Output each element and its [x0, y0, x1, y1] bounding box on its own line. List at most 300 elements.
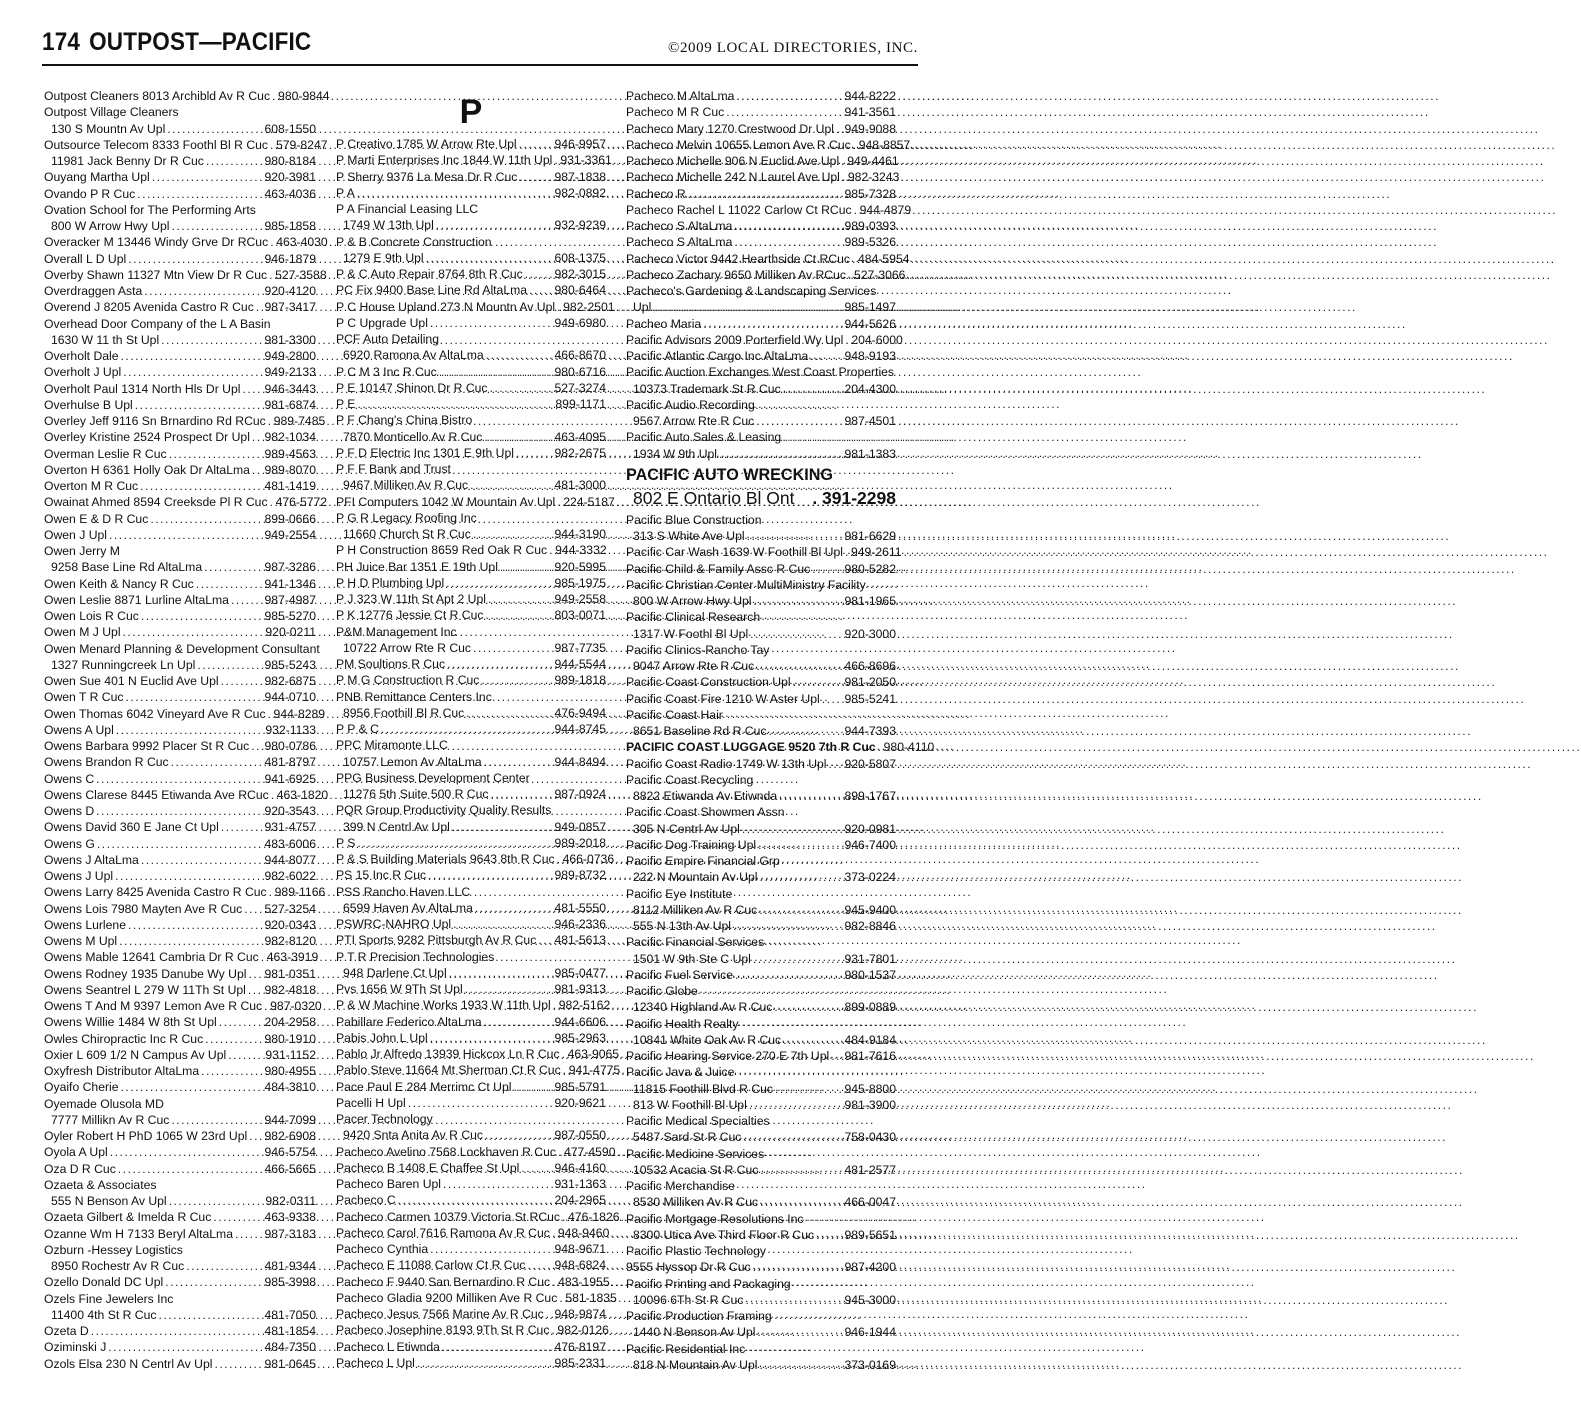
leader-dots: [475, 900, 553, 916]
listing-name: PFI Computers 1042 W Mountain Av Upl: [336, 494, 556, 509]
leader-dots: [271, 787, 275, 803]
listing-phone: 987-1838: [554, 169, 606, 184]
leader-dots: [201, 1063, 262, 1079]
listing-entry: [626, 902, 896, 918]
listing-name: Oza D R Cuc: [44, 1161, 116, 1176]
listing-entry: [626, 1324, 896, 1340]
leader-dots: [754, 593, 843, 609]
listing-name: Pacheco Melvin 10655 Lemon Ave R Cuc: [626, 137, 851, 152]
leader-dots: [152, 169, 263, 185]
listing-phone: 944-7393: [844, 724, 896, 738]
leader-dots: [557, 851, 561, 867]
listing-name: Pacheco Jesus 7566 Marine Av R Cuc: [336, 1307, 544, 1321]
leader-dots: [169, 446, 263, 462]
listing-heading: [626, 1146, 896, 1162]
leader-dots: [221, 819, 263, 835]
listing-heading: [336, 624, 606, 640]
listing-entry: [626, 1129, 896, 1145]
listing-entry: [336, 1322, 609, 1338]
listing-heading: [626, 804, 896, 820]
listing-name: Oxier L 609 1/2 N Campus Av Upl: [44, 1047, 227, 1062]
leader-dots: [169, 1193, 264, 1209]
listing-entry: [44, 153, 316, 169]
listing-name: P P & C: [336, 722, 379, 736]
listing-entry: [626, 788, 896, 804]
listing-phone: 941-4775: [568, 1063, 621, 1078]
leader-dots: [816, 1227, 842, 1243]
listing-entry: [626, 967, 896, 983]
listing-entry: [626, 88, 896, 104]
listing-entry: [44, 754, 316, 770]
leader-dots: [97, 836, 263, 852]
listing-heading: [626, 1211, 896, 1227]
listing-name: Pacific Coast Radio 1749 W 13th Upl: [626, 756, 827, 771]
leader-dots: [96, 771, 262, 787]
listing-name: Owen Menard Planning & Development Consultant: [44, 641, 320, 656]
listing-entry: [626, 316, 896, 332]
listing-name: 11660 Church St R Cuc: [343, 527, 471, 541]
listing-phone: 985-2331: [554, 1355, 606, 1370]
listing-entry: [44, 283, 316, 299]
column-3-entries-bottom: [626, 512, 935, 1373]
listing-entry: [336, 640, 606, 656]
leader-dots: [546, 1306, 553, 1322]
leader-dots: [214, 1356, 262, 1372]
listing-entry: [626, 381, 896, 397]
listing-heading: [626, 429, 896, 445]
listing-entry: [336, 1192, 606, 1208]
listing-phone: 945-9400: [844, 902, 896, 917]
listing-entry: [336, 754, 606, 770]
listing-name: Outpost Cleaners 8013 Archibld Av R Cuc: [44, 89, 271, 103]
listing-entry: [336, 932, 606, 948]
bold-listing-name: PACIFIC AUTO WRECKING: [626, 464, 833, 484]
leader-dots: [703, 316, 842, 332]
listing-entry: [44, 559, 316, 575]
listing-phone: 989-5326: [844, 235, 896, 250]
leader-dots: [167, 121, 262, 137]
listing-entry: [626, 951, 896, 967]
leader-dots: [753, 951, 843, 967]
listing-phone: 981-7616: [844, 1049, 896, 1063]
leader-dots: [116, 722, 264, 738]
leader-dots: [398, 1192, 553, 1208]
leader-dots: [141, 608, 263, 624]
listing-entry: [626, 593, 896, 609]
listing-name: P & W Machine Works 1933 W 11th Upl: [336, 998, 551, 1013]
listing-entry: [626, 413, 896, 429]
listing-phone: 982-0892: [554, 185, 606, 200]
listing-entry: [336, 315, 606, 331]
listing-name: P & C Auto Repair 8764 8th R Cuc: [336, 267, 523, 281]
listing-name: 10841 White Oak Av R Cuc: [633, 1032, 782, 1047]
leader-dots: [757, 1324, 842, 1340]
listing-name: Owens T And M 9397 Lemon Ave R Cuc: [44, 999, 263, 1013]
listing-entry: [44, 624, 316, 640]
listing-name: Owens J Upl: [44, 869, 114, 883]
listing-name: Pacheco Victor 9442 Hearthside Ct RCuc: [626, 251, 851, 266]
listing-phone: 980-1910: [264, 1031, 316, 1046]
leader-dots: [270, 494, 274, 510]
listing-phone: 989-8070: [264, 462, 316, 477]
leader-dots: [726, 104, 842, 120]
bold-listing: [626, 464, 896, 510]
listing-entry: [44, 1014, 316, 1030]
listing-name: Ozburn -Hessey Logistics: [44, 1242, 183, 1257]
listing-heading: [626, 1243, 896, 1259]
listing-entry: [336, 380, 606, 396]
listing-phone: 982-8120: [264, 934, 316, 948]
leader-dots: [519, 169, 552, 185]
listing-phone: 481-1419: [264, 479, 316, 493]
listing-entry: [626, 821, 896, 837]
leader-dots: [109, 527, 262, 543]
listing-name: 313 S White Ave Upl: [633, 529, 745, 543]
listing-phone: 481-5550: [554, 900, 606, 915]
listing-phone: 948-8857: [858, 137, 911, 152]
listing-name: 8530 Milliken Av R Cuc: [633, 1195, 759, 1210]
leader-dots: [750, 626, 842, 642]
listing-name: P Sherry 9376 La Mesa Dr R Cuc: [336, 169, 518, 184]
leader-dots: [734, 234, 842, 250]
listing-name: P A: [336, 185, 355, 200]
listing-name: 9420 Snta Anita Av R Cuc: [343, 1128, 484, 1143]
listing-phone: 932-9239: [554, 218, 606, 233]
listing-entry: [44, 186, 316, 202]
listing-name: 555 N Benson Av Upl: [51, 1194, 167, 1208]
listing-name: Overholt Paul 1314 North Hls Dr Upl: [44, 381, 241, 396]
listing-name: Ovation School for The Performing Arts: [44, 202, 256, 217]
listing-entry: [44, 608, 316, 624]
listing-entry: [626, 626, 896, 642]
listing-name: Pacific Dog Training Upl: [626, 837, 757, 852]
listing-entry: [44, 1144, 316, 1160]
listing-entry: [44, 673, 316, 689]
listing-name: Ovando P R Cuc: [44, 186, 136, 201]
listing-phone: 466-0736: [562, 852, 615, 866]
listing-phone: 948-6824: [554, 1258, 606, 1273]
listing-phone: 946-1879: [264, 251, 316, 266]
listing-entry: [44, 251, 316, 267]
leader-dots: [841, 153, 845, 169]
listing-phone: 941-6925: [264, 771, 316, 786]
listing-name: Pacific Merchandise: [626, 1179, 736, 1193]
listing-entry: [626, 137, 911, 153]
listing-name: Pacheco M R Cuc: [626, 105, 725, 120]
leader-dots: [158, 1307, 262, 1323]
leader-dots: [749, 1097, 843, 1113]
leader-dots: [128, 917, 263, 933]
listing-entry: [626, 1097, 896, 1113]
listing-name: Pacheco S AltaLma: [626, 235, 733, 250]
listing-phone: 373-0224: [844, 870, 896, 885]
listing-entry: [336, 429, 606, 445]
leader-dots: [430, 1241, 552, 1257]
listing-name: Oyler Robert H PhD 1065 W 23rd Upl: [44, 1129, 248, 1143]
listing-name: P E: [336, 397, 356, 411]
listing-entry: [626, 1048, 896, 1064]
listing-name: Overby Shawn 11327 Mtn View Dr R Cuc: [44, 267, 268, 282]
leader-dots: [768, 723, 842, 739]
listing-entry: [336, 445, 606, 461]
listing-name: Outpost Village Cleaners: [44, 105, 179, 120]
listing-name: Pacific Auto Sales & Leasing: [626, 430, 782, 445]
listing-phone: 899-1171: [555, 397, 606, 411]
listing-phone: 949-2558: [554, 592, 606, 606]
listing-name: 305 N Centrl Av Upl: [633, 821, 740, 836]
listing-entry: [626, 1357, 896, 1373]
listing-entry: [44, 998, 322, 1014]
listing-entry: [336, 494, 615, 510]
listing-entry: [44, 413, 326, 429]
listing-entry: [336, 1355, 606, 1371]
listing-entry: [336, 250, 606, 266]
listing-name: Owens Clarese 8445 Etiwanda Ave RCuc: [44, 787, 269, 802]
leader-dots: [449, 965, 553, 981]
listing-column-3: [626, 88, 935, 1373]
listing-entry: [626, 756, 896, 772]
listing-entry: [626, 104, 896, 120]
leader-dots: [269, 884, 273, 900]
leader-dots: [197, 657, 262, 673]
leader-dots: [783, 381, 843, 397]
listing-entry: [44, 1274, 316, 1290]
listing-phone: 920-3543: [264, 804, 316, 818]
listing-name: 1327 Runningcreek Ln Upl: [51, 657, 196, 672]
leader-dots: [204, 559, 262, 575]
listing-name: Overton H 6361 Holly Oak Dr AltaLma: [44, 462, 250, 477]
leader-dots: [759, 1357, 842, 1373]
bold-listing-line: [626, 486, 896, 510]
listing-heading: [626, 397, 896, 413]
listing-entry: [44, 1112, 316, 1128]
leader-dots: [756, 413, 842, 429]
listing-phone: 980-8184: [264, 154, 316, 168]
leader-dots: [736, 88, 842, 104]
listing-phone: 481-5613: [554, 933, 606, 948]
listing-name: Pacific Hearing Service 270 E 7th Upl: [626, 1049, 830, 1063]
leader-dots: [261, 949, 265, 965]
listing-phone: 941-3561: [844, 105, 896, 120]
leader-dots: [264, 998, 268, 1014]
leader-dots: [551, 1322, 555, 1338]
listing-name: Pablo Steve 11664 Mt Sherman Ct R Cuc: [336, 1063, 561, 1078]
listing-heading: [44, 543, 316, 559]
listing-entry: [44, 494, 328, 510]
leader-dots: [753, 1259, 843, 1275]
listing-name: Ozels Fine Jewelers Inc: [44, 1291, 174, 1306]
listing-entry: [44, 137, 328, 153]
listing-name: 1630 W 11 th St Upl: [51, 332, 160, 347]
listing-name: P H D Plumbing Upl: [336, 575, 445, 590]
listing-phone: 527-3066: [853, 267, 906, 282]
leader-dots: [110, 1144, 263, 1160]
listing-name: Pacheco Josephine 8193 9Th St R Cuc: [336, 1323, 550, 1338]
listing-name: Overley Kristine 2524 Prospect Dr Upl: [44, 430, 250, 445]
listing-column-1: [44, 88, 330, 1372]
listing-name: Overhead Door Company of the L A Basin: [44, 316, 271, 331]
listing-phone: 981-9313: [554, 982, 606, 996]
listing-entry: [626, 218, 896, 234]
leader-dots: [244, 901, 262, 917]
leader-dots: [779, 788, 842, 804]
listing-entry: [626, 348, 896, 364]
listing-entry: [336, 477, 606, 493]
listing-entry: [336, 1030, 606, 1046]
listing-name: Pacific Residential Inc: [626, 1341, 746, 1356]
listing-name: Oyemade Olusola MD: [44, 1096, 164, 1111]
listing-name: Pacific Child & Family Assc R Cuc: [626, 561, 811, 576]
listing-phone: 476-8197: [554, 1339, 606, 1354]
listing-phone: 481-7050: [264, 1307, 316, 1322]
listing-name: Owens Willie 1484 W 8th St Upl: [44, 1015, 217, 1030]
leader-dots: [562, 1209, 566, 1225]
listing-entry: [626, 1292, 896, 1308]
listing-phone: 899-0889: [844, 1000, 896, 1015]
listing-name: Owens M Upl: [44, 934, 118, 948]
leader-dots: [121, 1079, 263, 1095]
leader-dots: [845, 544, 849, 560]
leader-dots: [513, 1079, 552, 1095]
listing-entry: [44, 364, 316, 380]
listing-heading: [336, 1111, 606, 1127]
listing-phone: 946-5754: [264, 1145, 316, 1160]
listing-heading: [626, 983, 896, 999]
listing-entry: [626, 332, 903, 348]
listing-entry: [44, 299, 316, 315]
listing-name: 818 N Mountain Av Upl: [633, 1357, 758, 1372]
listing-phone: 481-2577: [844, 1162, 896, 1177]
listing-heading: [44, 202, 316, 218]
listing-name: Pacific Auction Exchanges West Coast Properties: [626, 365, 895, 380]
listing-name: Ozaeta & Associates: [44, 1177, 157, 1192]
listing-phone: 982-0311: [265, 1194, 316, 1208]
listing-name: P G R Legacy Roofing Inc: [336, 510, 477, 525]
leader-dots: [484, 429, 552, 445]
listing-name: Pacific Printing and Packaging: [626, 1276, 791, 1291]
listing-name: 9567 Arrow Rte R Cuc: [633, 414, 755, 428]
listing-heading: [336, 461, 606, 477]
listing-entry: [336, 559, 606, 575]
listing-entry: [44, 169, 316, 185]
listing-entry: [626, 1259, 896, 1275]
leader-dots: [783, 1032, 842, 1048]
leader-dots: [140, 478, 262, 494]
listing-phone: 931-1363: [554, 1177, 606, 1191]
listing-name: Owen E & D R Cuc: [44, 511, 149, 526]
listing-entry: [44, 787, 329, 803]
leader-dots: [735, 967, 842, 983]
listing-entry: [336, 981, 606, 997]
listing-name: Pacheco C: [336, 1193, 396, 1208]
leader-dots: [248, 982, 263, 998]
leader-dots: [481, 672, 552, 688]
listing-name: Pacific Atlantic Cargo Inc AltaLma: [626, 349, 809, 363]
listing-entry: [336, 1046, 620, 1062]
listing-name: Upl: [633, 300, 652, 315]
leader-dots: [357, 396, 553, 412]
listing-name: Pacheco L Etiwnda: [336, 1339, 440, 1354]
listing-name: Pvs 1656 W 9Th St Upl: [336, 982, 463, 996]
listing-phone: 373-0169: [844, 1357, 896, 1372]
listing-name: Owen T R Cuc: [44, 690, 124, 705]
listing-heading: [336, 331, 606, 347]
listing-name: 130 S Mountn Av Upl: [51, 121, 166, 136]
listing-entry: [44, 429, 316, 445]
listing-name: 8300 Utica Ave Third Floor R Cuc: [633, 1227, 815, 1242]
listing-entry: [336, 591, 606, 607]
listing-heading: [626, 577, 896, 593]
listing-phone: 944-7099: [264, 1112, 316, 1127]
listing-name: P C House Upland 273 N Mountn Av Upl: [336, 299, 556, 314]
leader-dots: [118, 1161, 263, 1177]
listing-phone: 989-1166: [274, 885, 326, 900]
listing-name: Ozanne Wm H 7133 Beryl AltaLma: [44, 1226, 233, 1241]
listing-phone: 463-9065: [567, 1047, 620, 1061]
listing-phone: 946-2336: [554, 917, 606, 931]
listing-phone: 946-9957: [554, 137, 606, 151]
listing-name: P C M 3 Inc R Cuc: [336, 364, 437, 379]
listing-entry: [44, 982, 316, 998]
leader-dots: [272, 88, 276, 104]
listing-name: 11981 Jack Benny Dr R Cuc: [51, 154, 204, 168]
leader-dots: [822, 691, 843, 707]
listing-name: PQR Group Productivity Quality Results: [336, 803, 552, 818]
listing-entry: [336, 347, 606, 363]
listing-phone: 982-5162: [558, 998, 611, 1013]
listing-heading: [626, 642, 896, 658]
listing-entry: [626, 251, 910, 267]
listing-name: Pacheco Michelle 906 N Euclid Ave Upl: [626, 154, 840, 168]
listing-entry: [336, 851, 615, 867]
listing-entry: [44, 689, 316, 705]
listing-entry: [44, 1063, 316, 1079]
listing-entry: [626, 837, 896, 853]
listing-entry: [44, 706, 326, 722]
listing-phone: 463-1820: [276, 787, 329, 802]
listing-phone: 985-1497: [844, 300, 896, 315]
listing-name: Pacheco Zachary 9650 Milliken Av RCuc: [626, 267, 846, 282]
listing-name: Pacheo Maria: [626, 316, 702, 331]
leader-dots: [96, 803, 262, 819]
listing-entry: [336, 364, 606, 380]
leader-dots: [747, 528, 843, 544]
listing-entry: [44, 1031, 316, 1047]
listing-phone: 463-3919: [266, 950, 319, 965]
listing-entry: [44, 267, 327, 283]
listing-heading: [336, 689, 606, 705]
section-letter: P: [459, 93, 483, 131]
listing-name: 12340 Highland Av R Cuc: [633, 1000, 773, 1015]
listing-name: 1279 E 9th Upl: [343, 250, 424, 265]
listing-phone: 980-4955: [264, 1064, 316, 1078]
listing-heading: [44, 1291, 316, 1307]
listing-phone: 948-9460: [557, 1225, 610, 1240]
listing-phone: 944-8222: [844, 89, 896, 103]
leader-dots: [357, 835, 552, 851]
listing-entry: [336, 835, 606, 851]
leader-dots: [516, 445, 553, 461]
leader-dots: [756, 658, 842, 674]
listing-phone: 945-3000: [844, 1292, 896, 1307]
leader-dots: [473, 526, 553, 542]
listing-name: Pacific Medicine Services: [626, 1146, 765, 1161]
listing-name: P C Upgrade Upl: [336, 315, 428, 330]
leader-dots: [521, 1160, 552, 1176]
leader-dots: [144, 283, 262, 299]
leader-dots: [743, 1129, 842, 1145]
listing-entry: [336, 1290, 617, 1306]
